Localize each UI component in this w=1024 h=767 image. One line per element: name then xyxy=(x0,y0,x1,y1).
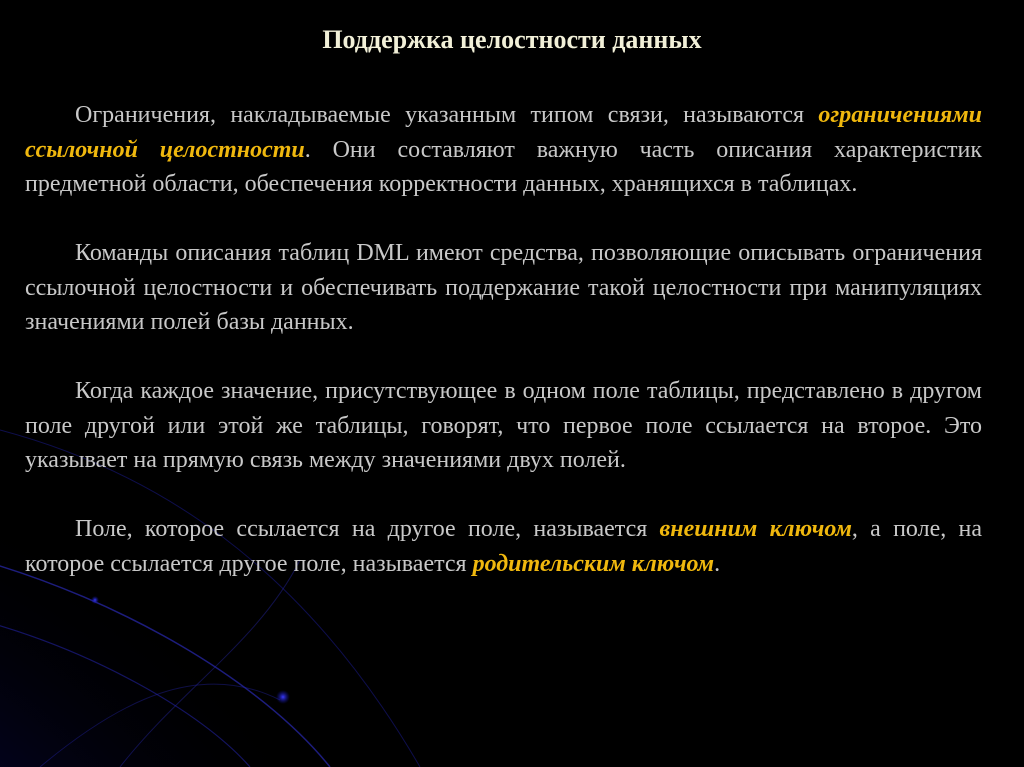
slide-body xyxy=(25,98,982,581)
glow-dot xyxy=(276,690,290,704)
slide-title: Поддержка целостности данных xyxy=(322,25,702,54)
text: . xyxy=(714,550,721,577)
text: . Они составляют важную часть описания характеристик предметной области, обеспечения корректности данных, хранящихся в таблицах. xyxy=(25,136,983,197)
term-parent-key: родительским ключом xyxy=(472,550,715,577)
text: Ограничения, накладываемые указанным типом связи, называются xyxy=(75,102,819,128)
term-referential-integrity-constraints: ограничениями ссылочной целостности xyxy=(25,102,982,163)
text: , а поле, на которое ссылается другое поле, называется xyxy=(25,516,982,577)
paragraph-dml-commands xyxy=(25,236,982,340)
text: Команды описания таблиц DML имеют средства, позволяющие описывать ограничения ссылочной целостности и обеспечивать поддержание такой целостности при манипуляциях значениями полей базы данных. xyxy=(25,240,982,335)
paragraph-referential-integrity xyxy=(25,98,982,202)
text: Когда каждое значение, присутствующее в одном поле таблицы, представлено в другом поле другой или этой же таблицы, говорят, что первое поле ссылается на второе. Это указывает на прямую связь между значениями двух полей. xyxy=(25,378,982,473)
text: Поле, которое ссылается на другое поле, называется xyxy=(75,516,660,542)
paragraph-keys xyxy=(25,512,982,581)
term-foreign-key: внешним ключом xyxy=(659,516,852,542)
paragraph-field-reference xyxy=(25,374,982,478)
glow-dot xyxy=(91,596,99,604)
